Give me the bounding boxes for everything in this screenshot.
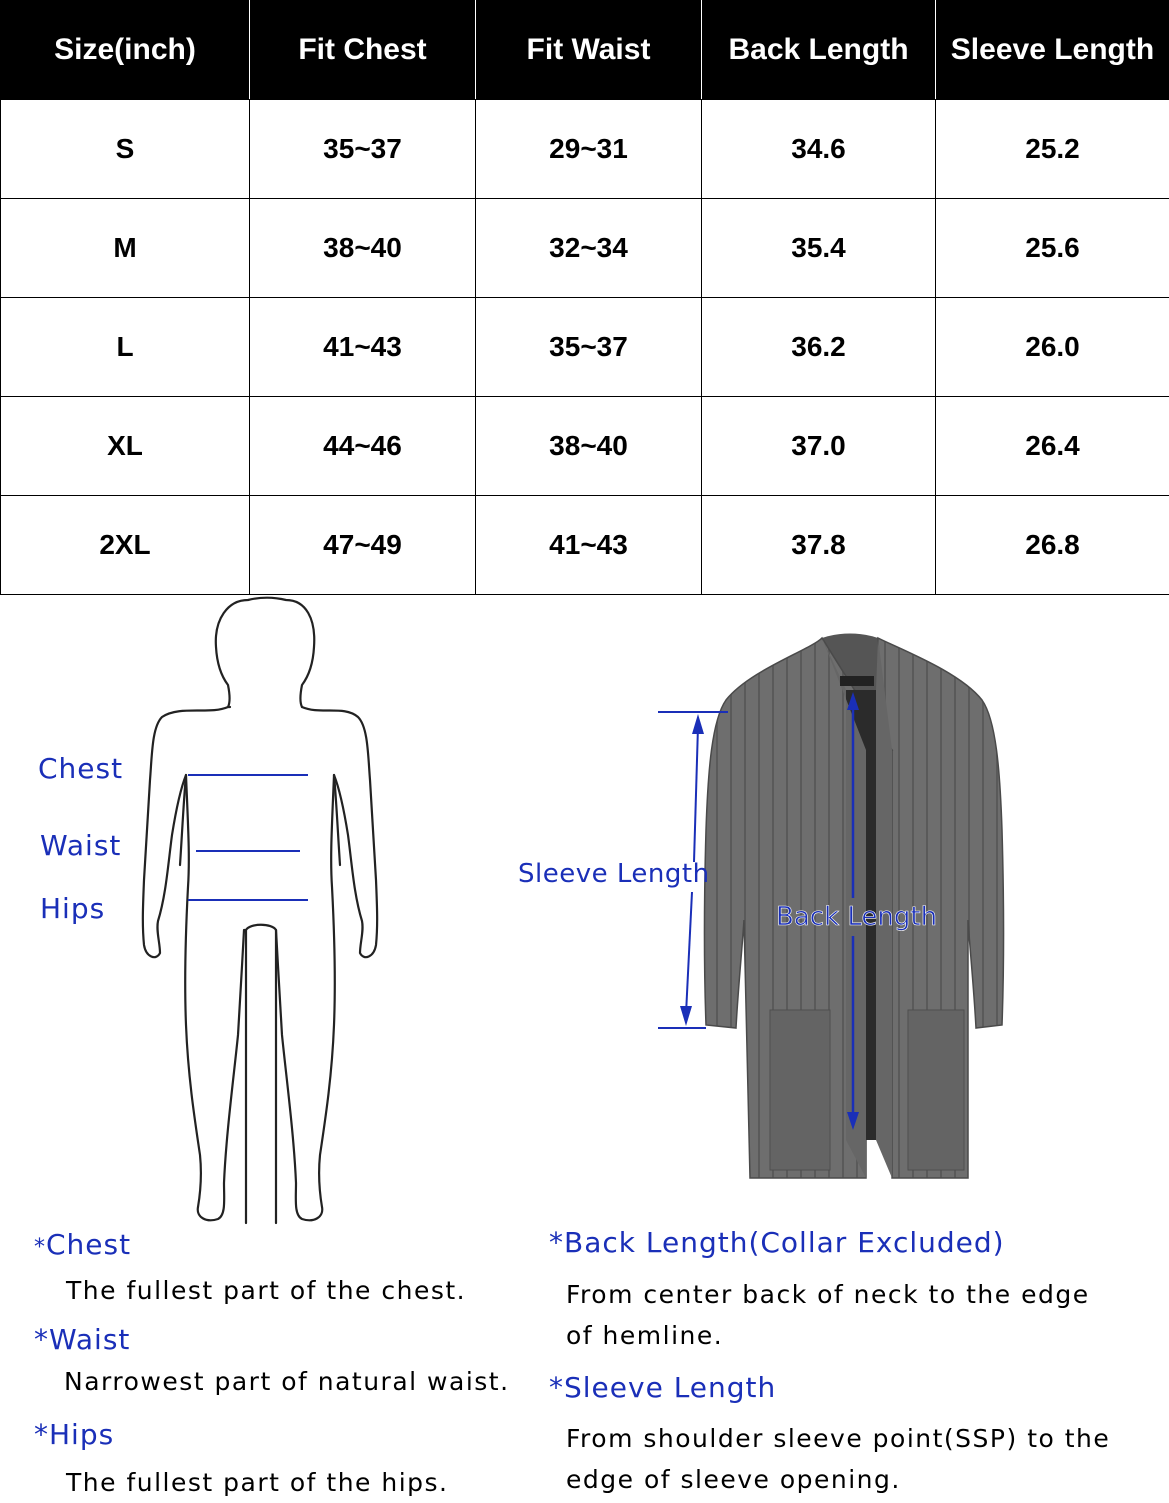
cell-size: S [1, 100, 250, 199]
asterisk-icon: * [34, 1235, 46, 1260]
cell-sleeve-length: 26.8 [936, 496, 1169, 595]
cell-sleeve-length: 26.4 [936, 397, 1169, 496]
table-row [1, 298, 1169, 397]
sleeve-arrowhead-top [692, 714, 704, 734]
waist-def-title: *Waist [34, 1323, 130, 1356]
back-length-label: Back Length [776, 902, 937, 932]
cell-back-length: 35.4 [702, 199, 936, 298]
cell-back-length: 34.6 [702, 100, 936, 199]
cell-size: M [1, 199, 250, 298]
cell-fit-chest: 47~49 [250, 496, 476, 595]
asterisk-icon: * [549, 1371, 564, 1404]
sleeve-length-def-text: From shoulder sleeve point(SSP) to the edge of sleeve opening. [566, 1418, 1156, 1500]
chest-def-text: The fullest part of the chest. [66, 1270, 466, 1311]
cell-fit-waist: 41~43 [476, 496, 702, 595]
cell-fit-chest: 35~37 [250, 100, 476, 199]
body-outline-figure [130, 595, 390, 1230]
header-size: Size(inch) [1, 1, 250, 100]
cell-fit-chest: 44~46 [250, 397, 476, 496]
chest-label: Chest [38, 752, 123, 785]
size-chart-table [0, 0, 1169, 595]
sleeve-length-arrow-upper [694, 726, 698, 862]
cell-fit-chest: 41~43 [250, 298, 476, 397]
table-row [1, 199, 1169, 298]
head-outline [216, 598, 314, 707]
cell-size: 2XL [1, 496, 250, 595]
cell-fit-waist: 29~31 [476, 100, 702, 199]
asterisk-icon: * [34, 1418, 49, 1451]
sleeve-length-def-title: *Sleeve Length [549, 1371, 776, 1404]
cell-fit-waist: 38~40 [476, 397, 702, 496]
waist-def-text: Narrowest part of natural waist. [64, 1361, 510, 1402]
cell-size: XL [1, 397, 250, 496]
table-row [1, 496, 1169, 595]
table-row [1, 397, 1169, 496]
cell-fit-waist: 32~34 [476, 199, 702, 298]
back-length-def-text: From center back of neck to the edge of hemline. [566, 1274, 1126, 1356]
header-fit-waist: Fit Waist [476, 1, 702, 100]
cell-fit-chest: 38~40 [250, 199, 476, 298]
right-side-outline [276, 707, 377, 1220]
cell-back-length: 37.0 [702, 397, 936, 496]
cell-sleeve-length: 25.2 [936, 100, 1169, 199]
hips-label: Hips [40, 892, 105, 925]
chest-def-title: *Chest [34, 1228, 131, 1261]
header-sleeve-length: Sleeve Length [936, 1, 1169, 100]
asterisk-icon: * [549, 1226, 564, 1259]
cell-fit-waist: 35~37 [476, 298, 702, 397]
left-pocket [770, 1010, 830, 1170]
waist-label: Waist [40, 829, 121, 862]
crotch-outline [246, 925, 276, 1223]
cell-size: L [1, 298, 250, 397]
cell-back-length: 36.2 [702, 298, 936, 397]
sleeve-arrowhead-bottom [680, 1006, 692, 1026]
brand-tag [840, 676, 874, 686]
header-back-length: Back Length [702, 1, 936, 100]
sleeve-length-label: Sleeve Length [518, 859, 710, 889]
sleeve-length-arrow-lower [686, 892, 692, 1014]
cell-sleeve-length: 25.6 [936, 199, 1169, 298]
asterisk-icon: * [34, 1323, 49, 1356]
right-pocket [908, 1010, 964, 1170]
hips-def-title: *Hips [34, 1418, 114, 1451]
back-length-def-title: *Back Length(Collar Excluded) [549, 1226, 1005, 1259]
header-fit-chest: Fit Chest [250, 1, 476, 100]
cell-back-length: 37.8 [702, 496, 936, 595]
table-row [1, 100, 1169, 199]
cell-sleeve-length: 26.0 [936, 298, 1169, 397]
table-header-row [1, 1, 1169, 100]
hips-def-text: The fullest part of the hips. [66, 1462, 449, 1503]
left-side-outline [143, 707, 246, 1220]
